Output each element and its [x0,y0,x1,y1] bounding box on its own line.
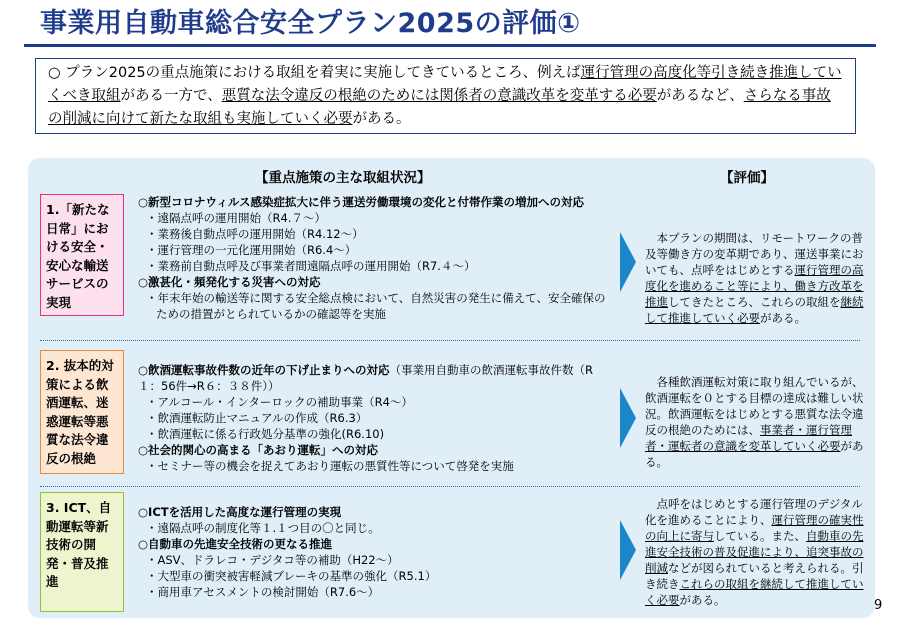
section-2-item: ・飲酒運転防止マニュアルの作成（R6.3） [146,411,368,425]
eval-3-underline-f: これらの取組を継続して推進していく必要 [645,577,864,607]
eval-3-underline-d: 自動車の先進安全技術の普及促進により、追突事故の削減 [645,529,864,575]
section-3-item: ・大型車の衝突被害軽減ブレーキの基準の強化（R5.1） [146,569,437,583]
section-1-item: ・業務前自動点呼及び事業者間遠隔点呼の運用開始（R7.４～） [146,259,476,273]
section-3-heading-2: ○自動車の先進安全技術の更なる推進 [138,537,333,551]
summary-box [35,58,856,134]
section-2-content [138,362,614,474]
eval-3-text-c: している。また、 [714,529,806,543]
section-3-evaluation [645,496,870,608]
evaluation-header: 【評価】 [720,170,774,186]
section-2-evaluation [645,374,870,470]
eval-3-text-g: がある。 [679,593,726,607]
chevron-right-icon [620,232,636,292]
eval-3-text-a: 点呼をはじめとする運行管理のデジタル化を進めることにより、 [645,497,863,527]
section-3-item: ・ASV、ドラレコ・デジタコ等の補助（H22～） [146,553,399,567]
section-1-label: 1.「新たな日常」における安全・安心な輸送サービスの実現 [40,194,124,316]
section-divider [40,340,860,341]
section-2-label: 2. 抜本的対策による飲酒運転、迷惑運転等悪質な法令違反の根絶 [40,350,124,474]
section-3-item: ・遠隔点呼の制度化等１.１つ目の〇と同じ。 [146,521,380,535]
section-2-item: ・アルコール・インターロックの補助事業（R4～） [146,395,413,409]
section-3-label: 3. ICT、自動運転等新技術の開発・普及推進 [40,492,124,612]
summary-underline-1: 運行管理の高度化等引き続き推進していくべき取組 [48,65,842,104]
section-1-item: ・年末年始の輸送等に関する安全総点検において、自然災害の発生に備えて、安全確保のための措置がとられているかの確認等を実施 [146,291,606,321]
section-3-item: ・商用車アセスメントの検討開始（R7.6～） [146,585,380,599]
eval-2-text-a: 各種飲酒運転対策に取り組んでいるが、飲酒運転を０とする目標の達成は難しい状況。飲酒運転をはじめとする悪質な法令違反の根絶のためには、 [645,375,864,437]
section-2-heading-2: ○社会的関心の高まる「あおり運転」への対応 [138,443,379,457]
page-title: 事業用自動車総合安全プラン2025の評価① [40,8,581,39]
section-1-item: ・運行管理の一元化運用開始（R6.4～） [146,243,357,257]
section-2-heading-1-note: （事業用自動車の飲酒運転事故件数（R１：56件→R６：３８件）） [138,363,594,393]
section-1-evaluation [645,230,870,326]
section-1-item: ・業務後自動点呼の運用開始（R4.12～） [146,227,364,241]
section-divider [40,486,860,487]
page-number: 9 [874,598,883,613]
summary-underline-2: 悪質な法令違反の根絶のためには関係者の意識改革を変革する必要 [221,88,657,104]
eval-1-underline-d: 継続して推進していく必要 [645,295,864,325]
eval-1-underline-b: 運行管理の高度化を進めること等により、働き方改革を推進 [645,263,864,309]
section-1-heading-1: ○新型コロナウィルス感染症拡大に伴う運送労働環境の変化と付帯作業の増加への対応 [138,195,584,209]
eval-3-text-e: などが図られていると考えられる。引き続き [645,561,864,591]
section-2-item: ・飲酒運転に係る行政処分基準の強化(R6.10) [146,427,385,441]
section-2-heading-1: ○飲酒運転事故件数の近年の下げ止まりへの対応 [138,363,390,377]
section-3-content [138,504,614,600]
measures-header: 【重点施策の主な取組状況】 [255,170,431,186]
title-underline [24,44,876,47]
section-1-item: ・遠隔点呼の運用開始（R4.７～） [146,211,326,225]
chevron-right-icon [620,520,636,580]
eval-1-text-e: がある。 [760,311,806,325]
section-2-item: ・セミナー等の機会を捉えてあおり運転の悪質性等について啓発を実施 [146,459,514,473]
summary-text-3: があるなど、 [656,88,744,104]
section-1-heading-2: ○激甚化・頻発化する災害への対応 [138,275,321,289]
summary-text-1: ○ プラン2025の重点施策における取組を着実に実施してきているところ、例えば [48,65,581,81]
eval-1-text-c: してきたところ、これらの取組を [668,295,841,309]
summary-text-4: がある。 [352,111,411,127]
chevron-right-icon [620,388,636,448]
eval-3-underline-b: 運行管理の確実性の向上に寄与 [645,513,864,543]
summary-underline-3: さらなる事故の削減に向けて新たな取組も実施していく必要 [48,88,831,127]
eval-2-text-c: がある。 [645,439,864,469]
eval-1-text-a: 本プランの期間は、リモートワークの普及等働き方の変革期であり、運送事業においても、点呼をはじめとする [645,231,864,277]
section-3-heading-1: ○ICTを活用した高度な運行管理の実現 [138,505,342,519]
summary-text-2: がある一方で、 [120,88,222,104]
eval-2-underline-b: 事業者・運行管理者・運転者の意識を変革していく必要 [645,423,852,453]
section-1-content [138,194,614,322]
